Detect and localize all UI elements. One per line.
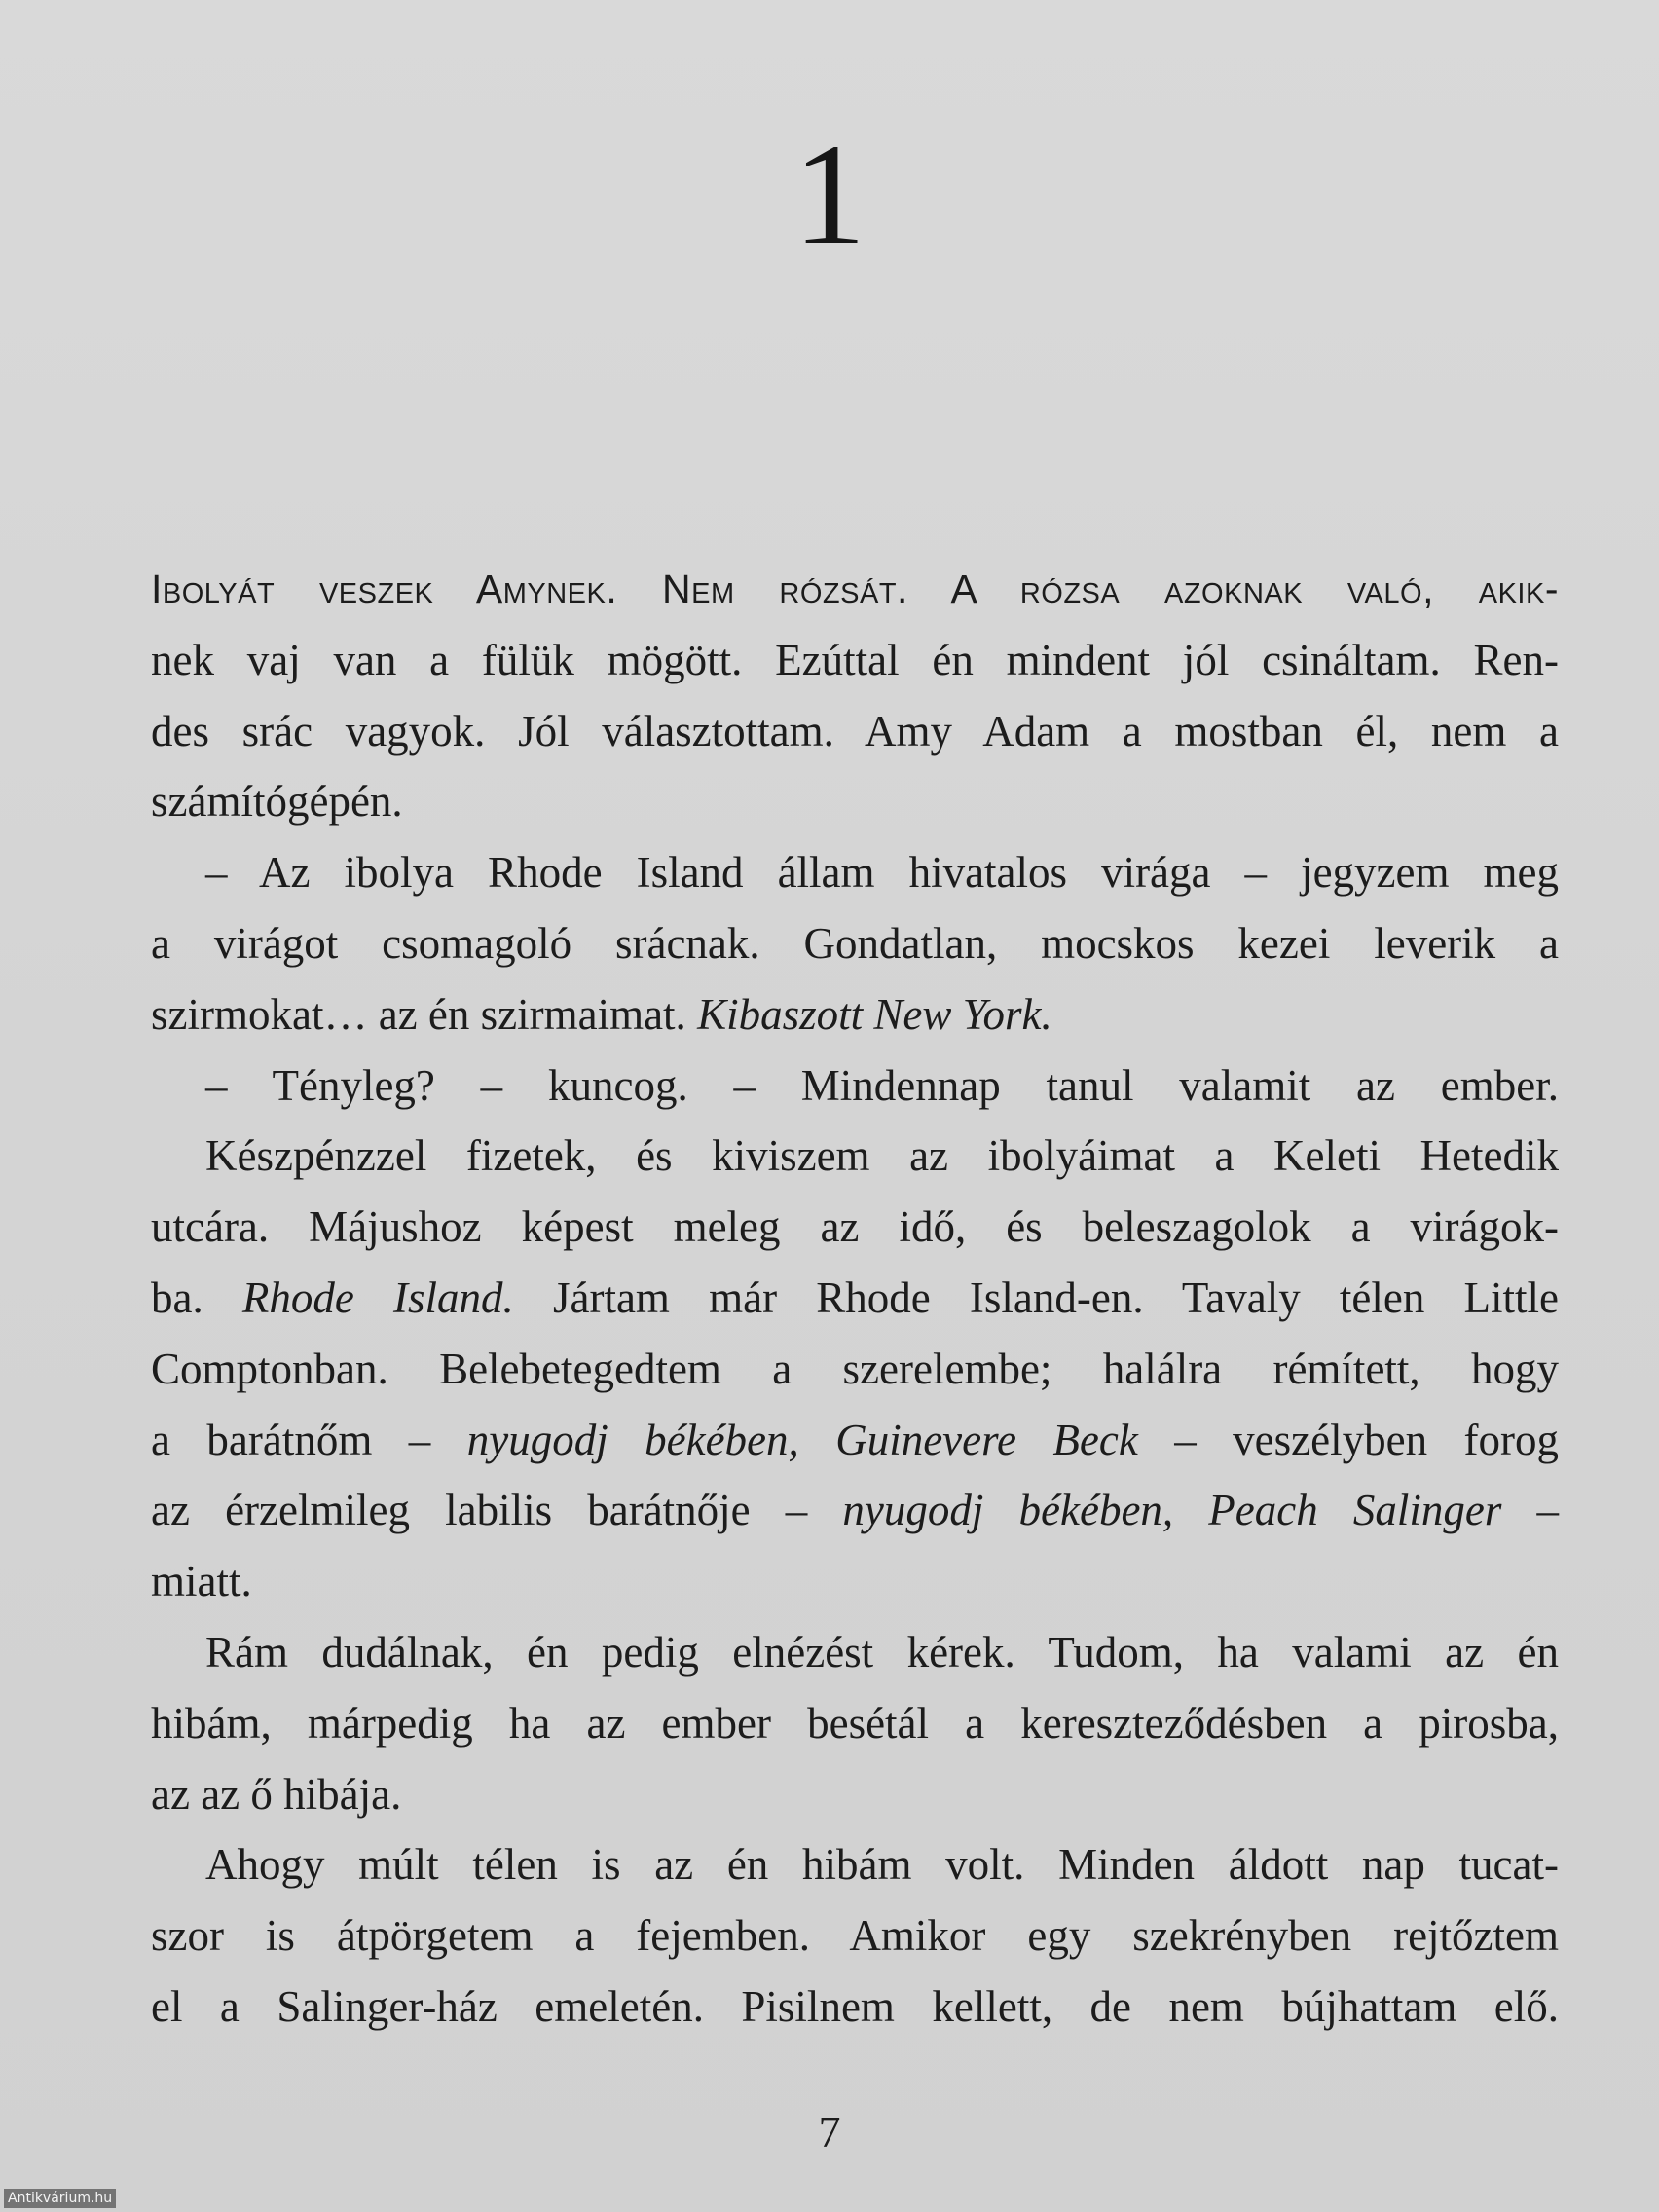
text-segment: a virágot csomagoló srácnak. Gondatlan, mocskos kezei leverik a	[151, 918, 1559, 968]
text-segment: – Az ibolya Rhode Island állam hivatalos virága – jegyzem meg	[205, 848, 1559, 898]
page-number: 7	[818, 2107, 841, 2157]
paragraph	[151, 1051, 1559, 1122]
text-line	[151, 1263, 1559, 1334]
text-line	[151, 1121, 1559, 1192]
text-line	[151, 1546, 1559, 1617]
text-segment: – Tényleg? – kuncog. – Mindennap tanul valamit az ember.	[205, 1060, 1559, 1110]
text-line	[151, 1972, 1559, 2043]
text-segment: szor is átpörgetem a fejemben. Amikor egy szekrényben rejtőztem	[151, 1911, 1559, 1961]
text-segment: des srác vagyok. Jól választottam. Amy Adam a mostban él, nem a	[151, 706, 1559, 756]
chapter-number: 1	[793, 114, 866, 276]
text-line	[151, 1617, 1559, 1688]
text-line	[151, 979, 1559, 1051]
text-line	[151, 1051, 1559, 1122]
text-line	[151, 908, 1559, 979]
text-line	[151, 1900, 1559, 1972]
text-line	[151, 1405, 1559, 1476]
text-segment: utcára. Májushoz képest meleg az idő, és beleszagolok a virágok-	[151, 1202, 1559, 1252]
text-segment: számítógépén.	[151, 777, 403, 827]
text-segment: Comptonban. Belebetegedtem a szerelembe; halálra rémített, hogy	[151, 1344, 1559, 1393]
text-segment: az az ő hibája.	[151, 1769, 402, 1819]
text-segment: a barátnőm –	[151, 1415, 467, 1464]
text-line	[151, 837, 1559, 908]
text-segment: ba.	[151, 1272, 242, 1322]
paragraph	[151, 553, 1559, 837]
text-line	[151, 1759, 1559, 1830]
text-segment: hibám, márpedig ha az ember besétál a kereszteződésben a pirosba,	[151, 1698, 1559, 1748]
text-line	[151, 1192, 1559, 1263]
text-segment: az érzelmileg labilis barátnője –	[151, 1486, 843, 1535]
text-line	[151, 1829, 1559, 1900]
text-segment: szirmokat… az én szirmaimat.	[151, 989, 698, 1039]
text-line	[151, 766, 1559, 837]
body-text	[151, 553, 1559, 2043]
italic-text: Kibaszott New York.	[697, 989, 1052, 1039]
paragraph	[151, 1829, 1559, 2042]
text-segment: Rám dudálnak, én pedig elnézést kérek. Tudom, ha valami az én	[205, 1627, 1559, 1677]
paragraph	[151, 837, 1559, 1050]
opening-smallcaps-text: Ibolyát veszek Amynek. Nem rózsát. A rózsa azoknak való, akik-	[151, 567, 1559, 611]
text-line	[151, 625, 1559, 696]
text-line	[151, 696, 1559, 767]
italic-text: Rhode Island.	[241, 1272, 514, 1322]
text-segment: Készpénzzel fizetek, és kiviszem az ibolyáimat a Keleti Hetedik	[205, 1131, 1559, 1181]
text-line	[151, 1688, 1559, 1759]
text-segment: nek vaj van a fülük mögött. Ezúttal én mindent jól csináltam. Ren-	[151, 635, 1559, 684]
text-segment: –	[1501, 1486, 1560, 1535]
paragraph	[151, 1617, 1559, 1829]
italic-text: nyugodj békében, Peach Salinger	[842, 1486, 1502, 1535]
paragraph	[151, 1121, 1559, 1617]
text-segment: – veszélyben forog	[1137, 1415, 1559, 1464]
watermark: Antikvárium.hu	[4, 2189, 116, 2208]
text-segment: Ahogy múlt télen is az én hibám volt. Minden áldott nap tucat-	[205, 1840, 1559, 1890]
text-segment: el a Salinger-ház emeletén. Pisilnem kellett, de nem bújhattam elő.	[151, 1981, 1559, 2031]
text-line	[151, 1475, 1559, 1546]
text-segment: Jártam már Rhode Island-en. Tavaly télen Little	[513, 1272, 1559, 1322]
text-segment: miatt.	[151, 1557, 252, 1606]
italic-text: nyugodj békében, Guinevere Beck	[466, 1415, 1138, 1464]
text-line	[151, 1334, 1559, 1405]
text-line	[151, 553, 1559, 625]
